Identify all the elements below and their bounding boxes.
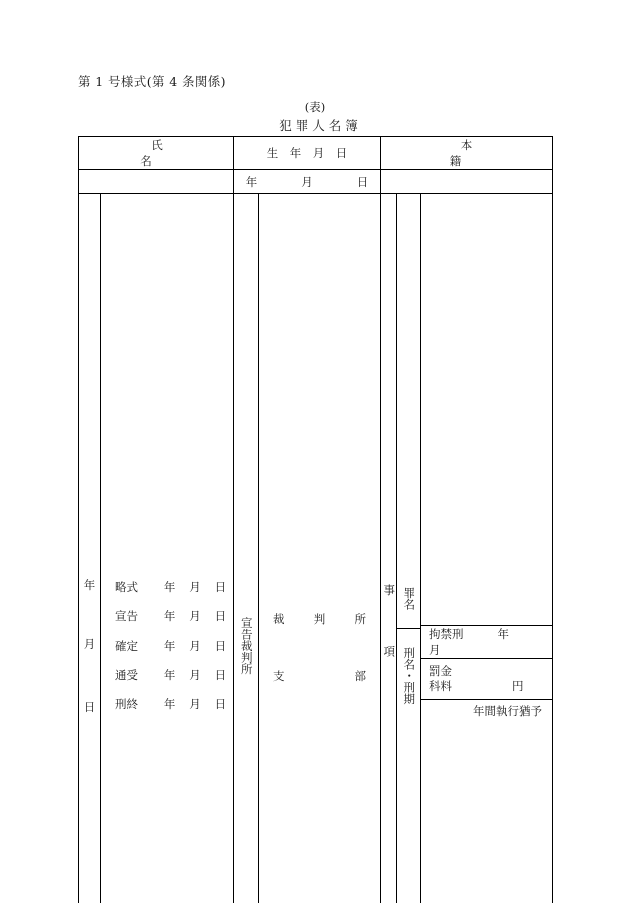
date-row-month: 月 (189, 667, 201, 682)
record-block (79, 194, 553, 903)
court-kanji-2: 判 (313, 611, 326, 626)
spine-day: 日 (83, 699, 96, 714)
date-row[interactable] (101, 689, 233, 718)
fine-label-line1: 罰金 (429, 664, 452, 679)
confinement-row[interactable] (421, 625, 552, 658)
name-input-cell[interactable] (79, 170, 234, 194)
matter-label-cell (381, 194, 397, 903)
fine-unit: 円 (512, 678, 524, 693)
date-row-label: 刑終 (115, 696, 138, 711)
date-row[interactable] (101, 631, 233, 660)
fine-row[interactable] (421, 658, 552, 699)
record-block-row (79, 194, 553, 903)
date-row-label: 略式 (115, 580, 138, 595)
date-row-year: 年 (163, 696, 176, 711)
confinement-month-unit: 月 (429, 642, 441, 657)
sentencing-court-label: 宣告裁判所 (239, 616, 254, 675)
registry-label: 本 籍 (449, 138, 595, 168)
court-input-cell[interactable] (259, 194, 381, 903)
date-row-month: 月 (189, 638, 201, 653)
sentencing-court-label-cell (234, 194, 259, 903)
penalty-table (421, 570, 552, 722)
criminal-record-table (78, 136, 595, 903)
birthdate-fields: 年 月 日 (245, 174, 376, 189)
penalty-label-cell (397, 629, 420, 723)
court-kanji-1: 裁 (273, 611, 285, 626)
date-row-label: 確定 (115, 638, 138, 653)
date-row-year: 年 (163, 580, 176, 595)
date-row-label: 宣告 (115, 609, 138, 624)
date-rows-cell (101, 194, 234, 903)
crime-name-label-cell (397, 569, 420, 629)
penalty-label-table (397, 569, 420, 722)
crime-name-label: 罪名 (402, 587, 417, 610)
date-row-year: 年 (163, 667, 176, 682)
date-spine-cell (79, 194, 101, 903)
court-fields (259, 573, 380, 719)
date-row[interactable] (101, 573, 233, 602)
date-row-day: 日 (214, 580, 227, 595)
page-title-text: 犯 罪 人 名 簿 (279, 118, 358, 133)
confinement-year-unit: 年 (497, 626, 509, 641)
header-cell-registry (381, 137, 595, 170)
birthdate-input-cell[interactable] (234, 170, 381, 194)
branch-kanji-1: 支 (273, 668, 285, 683)
spine-month: 月 (83, 636, 96, 651)
date-row-month: 月 (189, 580, 201, 595)
header-cell-name (79, 137, 286, 170)
branch-kanji-2: 部 (354, 668, 366, 683)
date-spine (79, 573, 100, 719)
penalty-entry-column (421, 194, 553, 903)
date-row[interactable] (101, 602, 233, 631)
suspension-label: 年間執行猶予 (473, 703, 542, 718)
table-entry-row (79, 170, 553, 194)
penalty-label: 刑名・刑期 (402, 646, 417, 705)
date-row-day: 日 (214, 696, 227, 711)
birthdate-label: 生 年 月 日 (266, 146, 348, 160)
form-number: 第 1 号様式(第 4 条関係) (78, 74, 226, 89)
date-row-day: 日 (214, 638, 227, 653)
date-row-month: 月 (189, 696, 201, 711)
side-marker: (表) (304, 100, 326, 114)
name-label: 氏 名 (140, 138, 286, 168)
table-header-row (79, 137, 553, 170)
fine-label-line2-wrap (429, 679, 544, 693)
suspension-row[interactable] (421, 699, 552, 722)
crime-name-input[interactable] (421, 570, 552, 626)
confinement-label: 拘禁刑 (429, 626, 464, 641)
date-rows-table (101, 573, 233, 719)
date-row[interactable] (101, 660, 233, 689)
court-kanji-3: 所 (354, 611, 366, 626)
spine-year: 年 (83, 577, 96, 592)
date-row-month: 月 (189, 609, 201, 624)
date-row-year: 年 (163, 609, 176, 624)
registry-input-cell[interactable] (381, 170, 553, 194)
penalty-label-column (397, 194, 421, 903)
matter-label: 事項 (382, 584, 397, 707)
page-title (78, 116, 552, 134)
date-row-label: 通受 (115, 667, 138, 682)
fine-label-line2: 科料 (429, 678, 452, 693)
date-row-year: 年 (163, 638, 176, 653)
date-row-day: 日 (214, 609, 227, 624)
date-row-day: 日 (214, 667, 227, 682)
